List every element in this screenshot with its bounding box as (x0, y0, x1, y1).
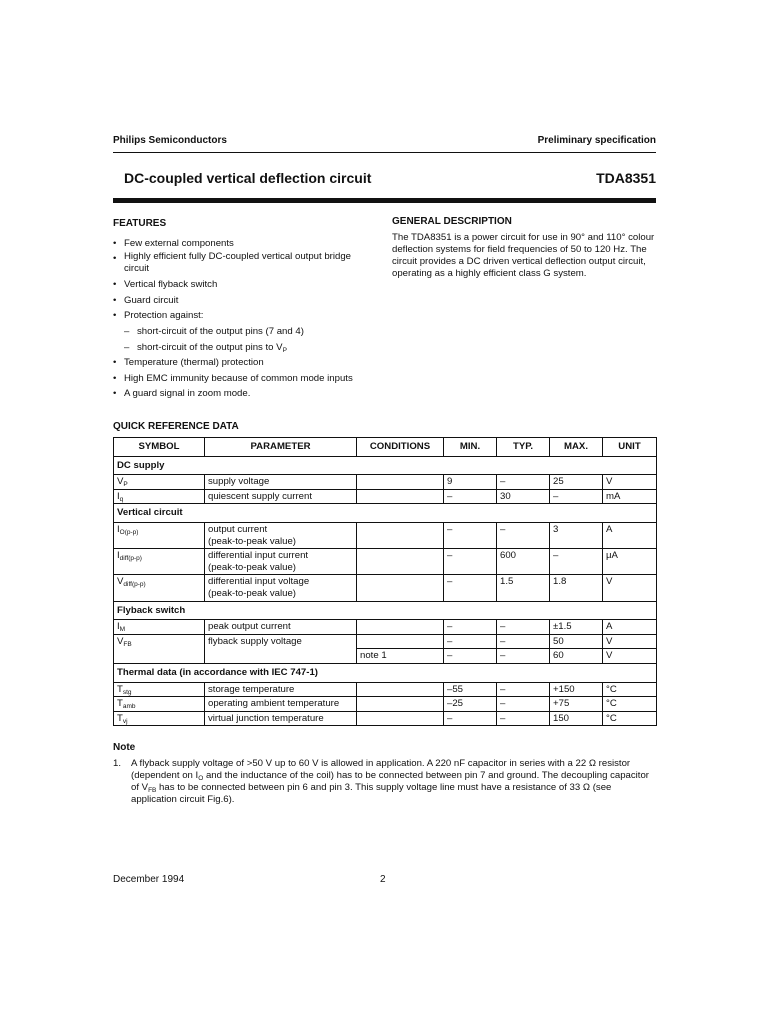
typ-cell: – (497, 649, 550, 664)
column-header: MAX. (550, 438, 603, 457)
unit-cell: V (603, 634, 657, 649)
parameter-cell: peak output current (205, 620, 357, 635)
document-title: DC-coupled vertical deflection circuit (124, 170, 372, 186)
typ-cell: 30 (497, 489, 550, 504)
symbol-cell: $V_{diff(p-p)}$ (114, 575, 205, 601)
table-row (114, 711, 657, 726)
table-header-row (114, 438, 657, 457)
max-cell: 25 (550, 475, 603, 490)
max-cell: – (550, 549, 603, 575)
symbol-cell: $T_{amb}$ (114, 697, 205, 712)
unit-cell: μA (603, 549, 657, 575)
part-number: TDA8351 (596, 170, 656, 186)
group-label: Vertical circuit (114, 504, 657, 523)
parameter-cell: virtual junction temperature (205, 711, 357, 726)
max-cell: 60 (550, 649, 603, 664)
parameter-cell: flyback supply voltage (205, 634, 357, 663)
unit-cell: °C (603, 711, 657, 726)
parameter-cell: differential input voltage (peak-to-peak value) (205, 575, 357, 601)
max-cell: +75 (550, 697, 603, 712)
symbol-cell: $I_M$ (114, 620, 205, 635)
typ-cell: – (497, 682, 550, 697)
list-item: – short-circuit of the output pins to $V_P$ (124, 341, 287, 354)
column-header: SYMBOL (114, 438, 205, 457)
table-row (114, 549, 657, 575)
list-item: • Protection against: (113, 310, 204, 322)
typ-cell: – (497, 634, 550, 649)
list-item: • Temperature (thermal) protection (113, 357, 264, 369)
parameter-cell: supply voltage (205, 475, 357, 490)
max-cell: +150 (550, 682, 603, 697)
min-cell: –55 (444, 682, 497, 697)
general-description-text: The TDA8351 is a power circuit for use in 90° and 110° colour deflection systems for field frequencies of 50 to 120 Hz. The circuit provides a DC driven vertical deflection output circuit, operating as a highly efficient class G system. (392, 232, 655, 279)
features-section (113, 216, 375, 402)
min-cell: – (444, 489, 497, 504)
unit-cell: °C (603, 682, 657, 697)
quick-reference-heading: QUICK REFERENCE DATA (113, 421, 239, 432)
symbol-cell: $T_{stg}$ (114, 682, 205, 697)
unit-cell: mA (603, 489, 657, 504)
max-cell: 150 (550, 711, 603, 726)
symbol-cell: $I_{diff(p-p)}$ (114, 549, 205, 575)
symbol-cell: $I_{O(p-p)}$ (114, 522, 205, 548)
typ-cell: – (497, 711, 550, 726)
column-header: PARAMETER (205, 438, 357, 457)
quick-reference-table (113, 437, 657, 726)
min-cell: –25 (444, 697, 497, 712)
typ-cell: 600 (497, 549, 550, 575)
list-item: – short-circuit of the output pins (7 and 4) (124, 325, 304, 337)
max-cell: ±1.5 (550, 620, 603, 635)
parameter-cell: operating ambient temperature (205, 697, 357, 712)
table-row (114, 697, 657, 712)
page-number: 2 (380, 874, 386, 885)
symbol-cell: $I_q$ (114, 489, 205, 504)
group-label: Thermal data (in accordance with IEC 747-1) (114, 663, 657, 682)
table-row (114, 522, 657, 548)
column-header: TYP. (497, 438, 550, 457)
header-rule (113, 152, 656, 153)
group-label: Flyback switch (114, 601, 657, 620)
unit-cell: °C (603, 697, 657, 712)
conditions-cell (357, 634, 444, 649)
conditions-cell (357, 620, 444, 635)
conditions-cell (357, 697, 444, 712)
group-row (114, 601, 657, 620)
conditions-cell (357, 682, 444, 697)
unit-cell: V (603, 475, 657, 490)
group-row (114, 456, 657, 475)
general-description-heading: GENERAL DESCRIPTION (392, 216, 512, 227)
max-cell: 1.8 (550, 575, 603, 601)
note-number: 1. (113, 758, 122, 769)
company-name: Philips Semiconductors (113, 135, 227, 146)
conditions-cell (357, 489, 444, 504)
min-cell: – (444, 620, 497, 635)
note-text: A flyback supply voltage of >50 V up to 60 V is allowed in application. A 220 nF capacitor in series with a 22 Ω resistor (dependent on $I_O$ and the inductance of the coil) has to be connected between pin 7 and ground. The decoupling capacitor of $V_{FB}$ has to be connected between pin 6 and pin 3. This supply voltage line must have a resistance of 33 Ω (see application circuit Fig.6). (131, 758, 649, 805)
typ-cell: – (497, 522, 550, 548)
min-cell: – (444, 711, 497, 726)
max-cell: – (550, 489, 603, 504)
title-rule (113, 198, 656, 203)
min-cell: – (444, 575, 497, 601)
table-row (114, 475, 657, 490)
group-label: DC supply (114, 456, 657, 475)
symbol-cell: $V_{FB}$ (114, 634, 205, 663)
min-cell: – (444, 649, 497, 664)
parameter-cell: quiescent supply current (205, 489, 357, 504)
max-cell: 50 (550, 634, 603, 649)
typ-cell: – (497, 475, 550, 490)
typ-cell: 1.5 (497, 575, 550, 601)
list-item: • High EMC immunity because of common mode inputs (113, 372, 353, 384)
typ-cell: – (497, 697, 550, 712)
conditions-cell (357, 522, 444, 548)
parameter-cell: storage temperature (205, 682, 357, 697)
group-row (114, 663, 657, 682)
table-row (114, 634, 657, 649)
list-item: • Highly efficient fully DC-coupled vertical output bridge circuit (113, 251, 351, 275)
conditions-cell (357, 575, 444, 601)
column-header: CONDITIONS (357, 438, 444, 457)
list-item: • Vertical flyback switch (113, 279, 218, 291)
typ-cell: – (497, 620, 550, 635)
list-item: • Few external components (113, 237, 234, 249)
unit-cell: V (603, 575, 657, 601)
group-row (114, 504, 657, 523)
min-cell: – (444, 634, 497, 649)
features-list (113, 236, 375, 402)
symbol-cell: $V_P$ (114, 475, 205, 490)
parameter-cell: output current (peak-to-peak value) (205, 522, 357, 548)
table-row (114, 682, 657, 697)
footer-date: December 1994 (113, 874, 185, 885)
conditions-cell (357, 711, 444, 726)
conditions-cell: note 1 (357, 649, 444, 664)
note-heading: Note (113, 742, 136, 753)
unit-cell: A (603, 620, 657, 635)
document-type: Preliminary specification (537, 135, 656, 146)
table-row (114, 575, 657, 601)
table-row (114, 489, 657, 504)
symbol-cell: $T_{vj}$ (114, 711, 205, 726)
features-heading: FEATURES (113, 218, 167, 229)
note-body (113, 758, 653, 806)
conditions-cell (357, 475, 444, 490)
list-item: • A guard signal in zoom mode. (113, 388, 251, 400)
table-row (114, 620, 657, 635)
max-cell: 3 (550, 522, 603, 548)
parameter-cell: differential input current (peak-to-peak value) (205, 549, 357, 575)
column-header: MIN. (444, 438, 497, 457)
list-item: • Guard circuit (113, 294, 179, 306)
unit-cell: A (603, 522, 657, 548)
min-cell: – (444, 549, 497, 575)
conditions-cell (357, 549, 444, 575)
min-cell: 9 (444, 475, 497, 490)
unit-cell: V (603, 649, 657, 664)
min-cell: – (444, 522, 497, 548)
general-description-section (392, 216, 656, 280)
column-header: UNIT (603, 438, 657, 457)
